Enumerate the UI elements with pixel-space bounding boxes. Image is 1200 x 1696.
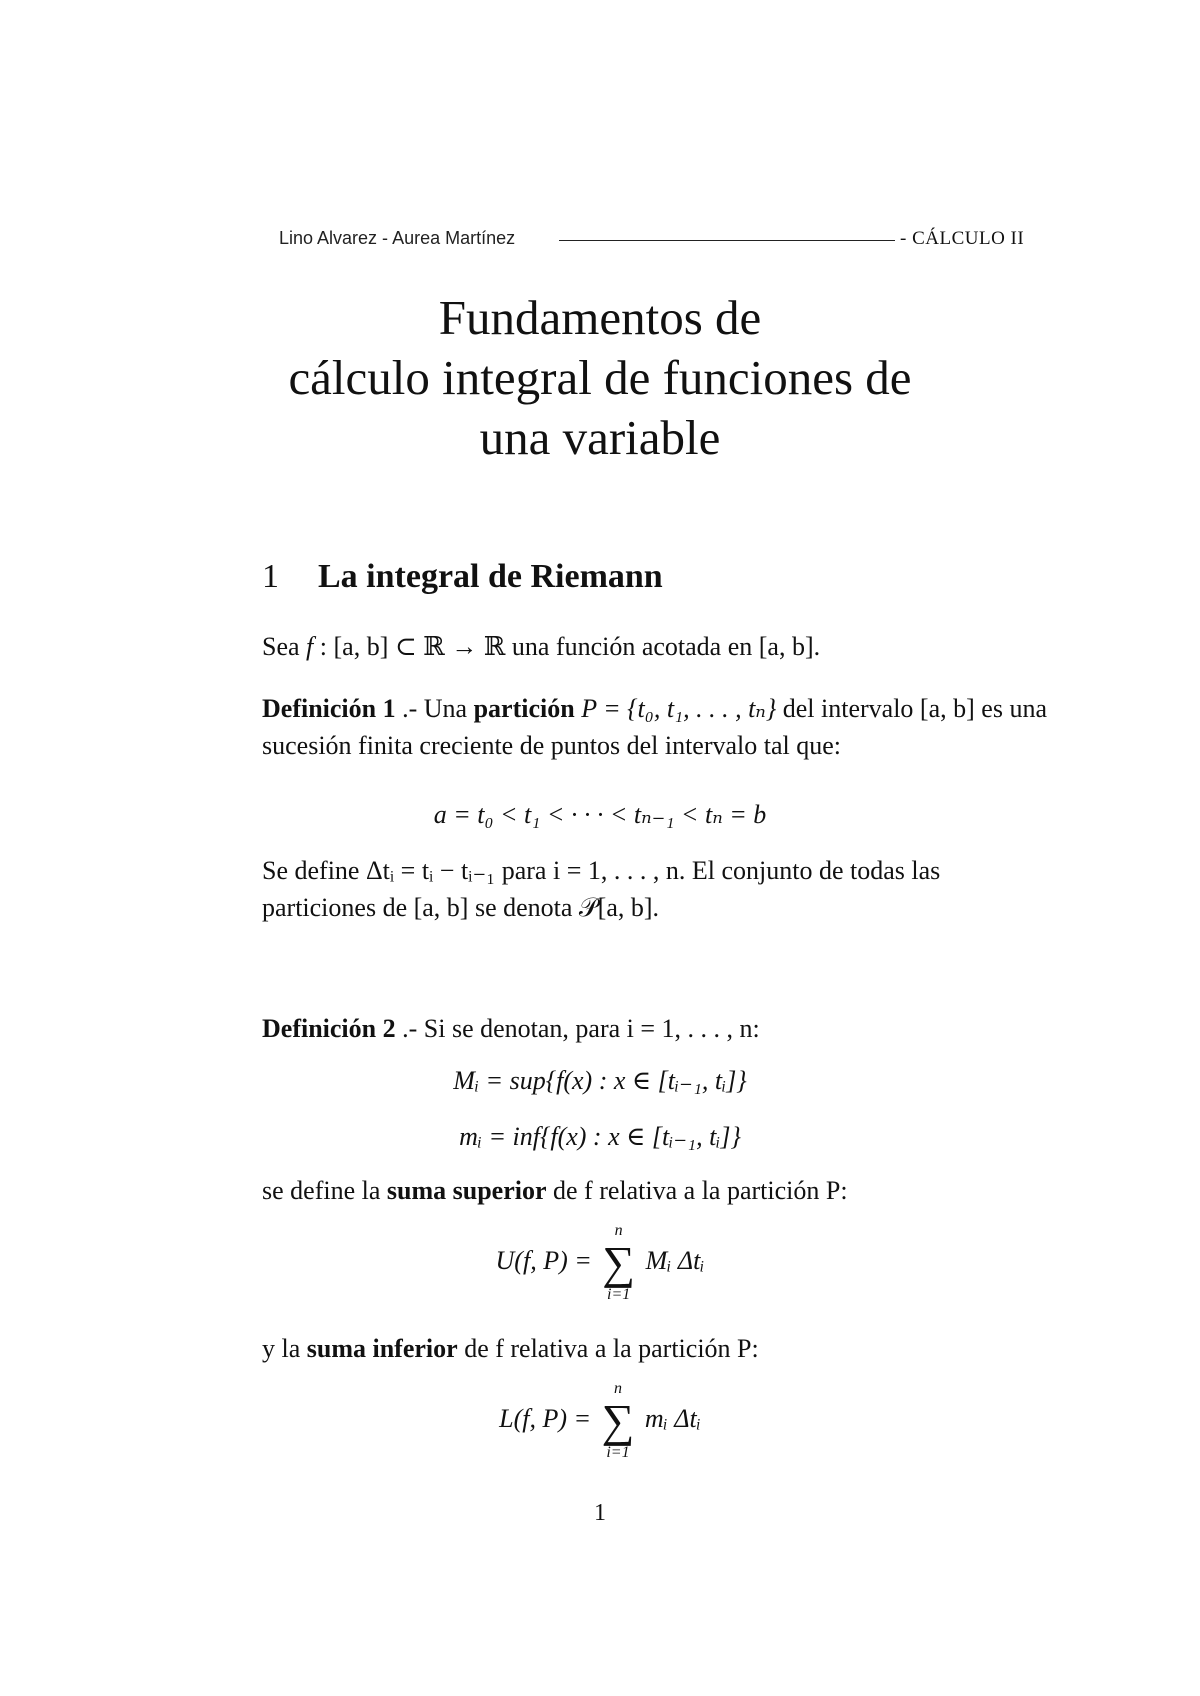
partition-formula: [0, 800, 1200, 830]
lower-sum-formula: [0, 1380, 1200, 1462]
section-title-text: La integral de Riemann: [318, 558, 663, 595]
definition-2-label: Definición 2: [262, 1014, 396, 1043]
sup-formula: [0, 1066, 1200, 1096]
lower-post: de f relativa a la partición P:: [457, 1334, 759, 1363]
intro-paragraph: [262, 628, 1052, 665]
running-header-authors: Lino Alvarez - Aurea Martínez: [279, 228, 516, 248]
sum-lower-limit: i=1: [606, 1444, 630, 1461]
summation-symbol: [602, 1380, 635, 1462]
definition-1-sep: .- Una: [395, 694, 474, 723]
definition-1-set: P = {t₀, t₁, . . . , tₙ}: [574, 694, 777, 723]
header-rule: [559, 240, 895, 241]
definition-2-text: .- Si se denotan, para i = 1, . . . , n:: [395, 1014, 760, 1043]
running-header-course: - CÁLCULO II: [900, 228, 1025, 249]
document-title: [0, 288, 1200, 468]
definition-2: [262, 1010, 1052, 1047]
intro-f: f: [306, 632, 314, 661]
definition-1: [262, 690, 1052, 764]
lower-sum-sentence: [262, 1330, 1052, 1367]
title-line-2: cálculo integral de funciones de: [288, 350, 912, 405]
sigma-icon: ∑: [601, 1395, 635, 1446]
definition-1-term: partición: [473, 694, 575, 723]
section-heading: [262, 558, 663, 596]
lower-term: suma inferior: [306, 1334, 458, 1363]
sum-lower-limit: i=1: [607, 1286, 631, 1303]
sigma-icon: ∑: [602, 1237, 636, 1288]
page-number: 1: [594, 1500, 606, 1526]
partition-formula-text: a = t₀ < t₁ < · · · < tₙ₋₁ < tₙ = b: [433, 800, 767, 829]
inf-formula-text: mᵢ = inf{f(x) : x ∈ [tᵢ₋₁, tᵢ]}: [459, 1122, 741, 1151]
title-line-3: una variable: [479, 410, 721, 465]
upper-sum-lhs: U(f, P) =: [495, 1245, 592, 1275]
definition-1-text: del intervalo [a, b] es una sucesión finita creciente de puntos del intervalo tal que:: [262, 694, 1047, 760]
summation-symbol: [602, 1222, 635, 1304]
sum-upper-limit: n: [614, 1222, 623, 1239]
upper-pre: se define la: [262, 1176, 387, 1205]
lower-sum-rhs: mᵢ Δtᵢ: [644, 1403, 701, 1433]
upper-sum-sentence: [262, 1172, 1052, 1209]
upper-sum-rhs: Mᵢ Δtᵢ: [645, 1245, 705, 1275]
title-line-1: Fundamentos de: [438, 290, 762, 345]
intro-rest: una función acotada en [a, b].: [505, 632, 821, 661]
definition-1-continuation: Se define Δtᵢ = tᵢ − tᵢ₋₁ para i = 1, . . . , n. El conjunto de todas las particiones de [a, b] se denota 𝒫[a, b].: [262, 856, 941, 922]
upper-term: suma superior: [386, 1176, 547, 1205]
sum-upper-limit: n: [613, 1380, 622, 1397]
lower-pre: y la: [262, 1334, 307, 1363]
upper-sum-formula: [0, 1222, 1200, 1304]
inf-formula: [0, 1122, 1200, 1152]
intro-domain: : [a, b] ⊂ ℝ → ℝ: [313, 632, 506, 661]
intro-sea: Sea: [262, 632, 307, 661]
definition-1-label: Definición 1: [262, 694, 396, 723]
lower-sum-lhs: L(f, P) =: [499, 1403, 592, 1433]
sup-formula-text: Mᵢ = sup{f(x) : x ∈ [tᵢ₋₁, tᵢ]}: [453, 1066, 747, 1095]
upper-post: de f relativa a la partición P:: [546, 1176, 848, 1205]
section-number: 1: [262, 558, 279, 595]
